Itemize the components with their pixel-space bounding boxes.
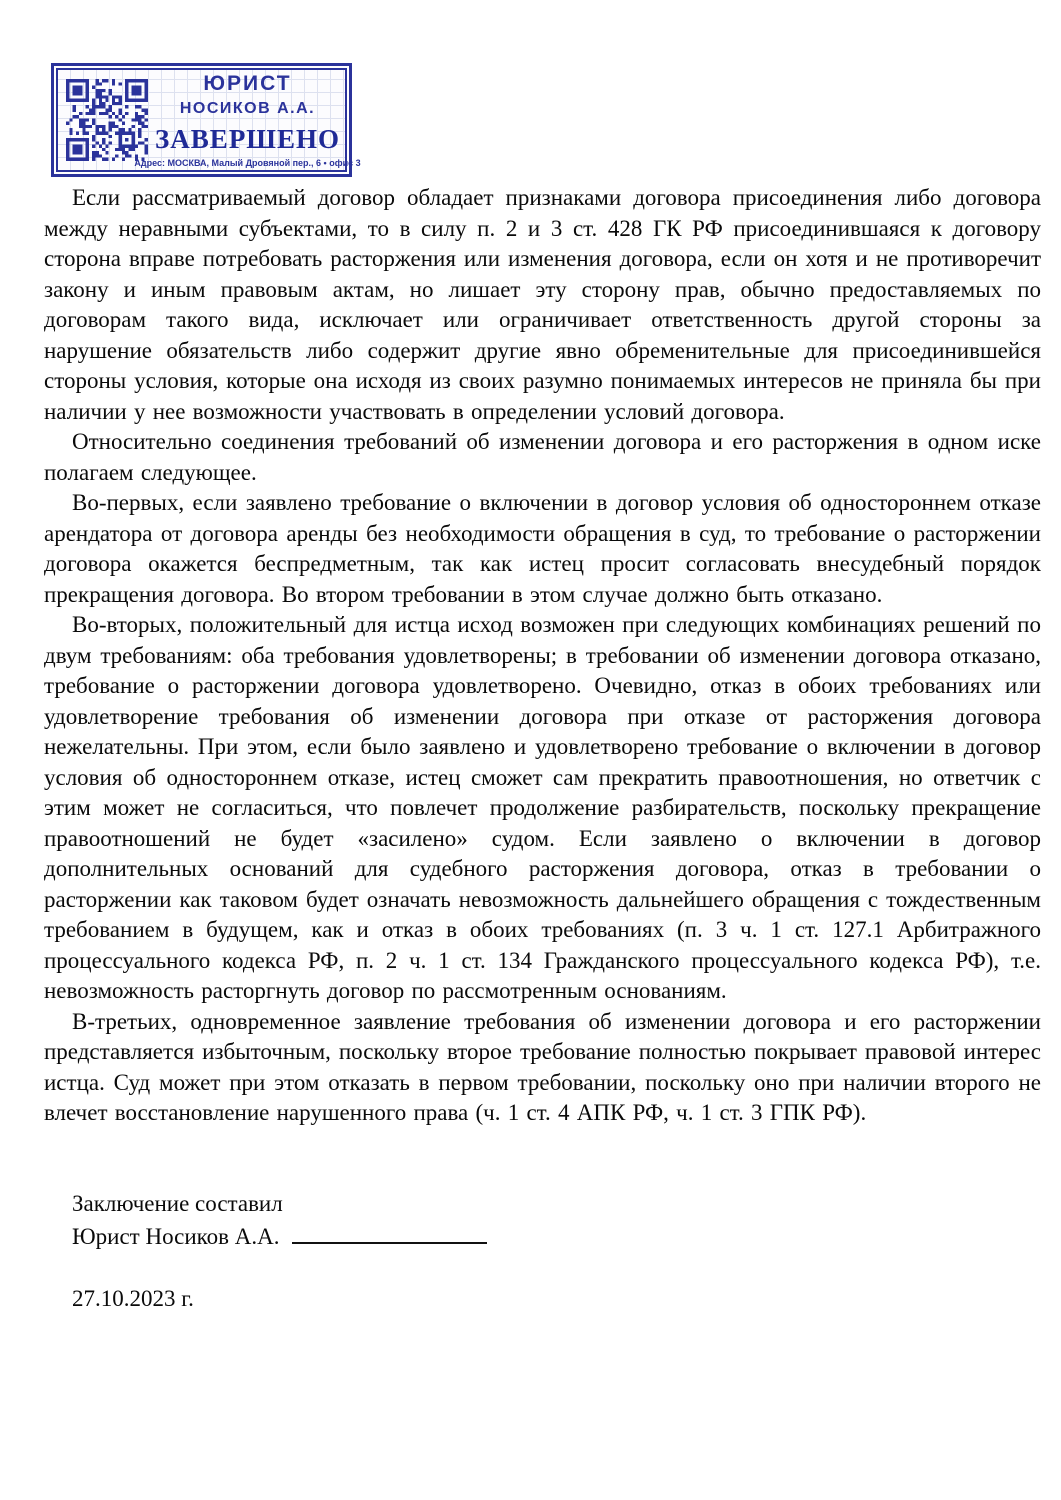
- signature-block: [44, 1189, 1041, 1315]
- paragraph: Относительно соединения требований об изменении договора и его расторжения в одном иске полагаем следующее.: [44, 429, 1041, 485]
- signature-blank-line: [292, 1219, 487, 1244]
- signer-name: Юрист Носиков А.А.: [72, 1224, 280, 1249]
- stamp-lawyer-name: НОСИКОВ А.А.: [179, 99, 316, 117]
- signature-prepared-by: Заключение составил: [72, 1190, 283, 1216]
- signature-date: 27.10.2023 г.: [72, 1285, 194, 1311]
- stamp-text-block: [134, 71, 361, 168]
- stamp-profession-label: ЮРИСТ: [203, 71, 292, 95]
- paragraph: В-третьих, одновременное заявление требования об изменении договора и его расторжении представляется избыточным, поскольку второе требование полностью покрывает правовой интерес истца. Суд может при этом отказать в первом требовании, поскольку оно при наличии второго не влечет восстановление нарушенного права (ч. 1 ст. 4 АПК РФ, ч. 1 ст. 3 ГПК РФ).: [44, 1008, 1041, 1125]
- paragraph: Во-первых, если заявлено требование о включении в договор условия об одностороннем отказе арендатора от договора аренды без необходимости обращения в суд, то требование о расторжении договора окажется беспредметным, так как истец просит согласовать внесудебный порядок прекращения договора. Во втором требовании в этом случае должно быть отказано.: [44, 490, 1041, 607]
- lawyer-stamp: [51, 63, 361, 177]
- lawyer-stamp-inner: [56, 68, 361, 172]
- document-body: [44, 183, 1041, 1314]
- paragraph: Если рассматриваемый договор обладает признаками договора присоединения либо договора между неравными субъектами, то в силу п. 2 и 3 ст. 428 ГК РФ присоединившаяся к договору сторона вправе потребовать расторжения или изменения договора, если он хотя и не противоречит закону и иным правовым актам, но лишает эту сторону прав, обычно предоставляемых по договорам такого вида, исключает или ограничивает ответственность другой стороны за нарушение обязательств либо содержит другие явно обременительные для присоединившейся стороны условия, которые она исходя из своих разумно понимаемых интересов не приняла бы при наличии у нее возможности участвовать в определении условий договора.: [44, 185, 1041, 424]
- signature-signer-line: [44, 1219, 1041, 1253]
- paragraph: Во-вторых, положительный для истца исход возможен при следующих комбинациях решений по двум требованиям: оба требования удовлетворены; в требовании об изменении договора отказано, требование о расторжении договора удовлетворено. Очевидно, отказ в обоих требованиях или удовлетворение требования об изменении договора при отказе от расторжения договора нежелательны. При этом, если было заявлено и удовлетворено требование о включении в договор условия об одностороннем отказе, истец сможет сам прекратить правоотношения, но ответчик с этим может не согласиться, что повлечет продолжение разбирательств, поскольку прекращение правоотношений не будет «засилено» судом. Если заявлено о включении в договор дополнительных оснований для судебного расторжения договора, отказ в требовании о расторжении как таковом будет означать невозможность дальнейшего обращения с тождественным требованием в будущем, как и отказ в обоих требованиях (п. 3 ч. 1 ст. 127.1 Арбитражного процессуального кодекса РФ, п. 2 ч. 1 ст. 134 Гражданского процессуального кодекса РФ), т.е. невозможность расторгнуть договор по рассмотренным основаниям.: [44, 612, 1041, 1003]
- qr-code-icon: [66, 79, 148, 161]
- stamp-address: Адрес: МОСКВА, Малый Дровяной пер., 6 • офис 3: [134, 157, 361, 168]
- stamp-status-label: ЗАВЕРШЕНО: [155, 123, 340, 154]
